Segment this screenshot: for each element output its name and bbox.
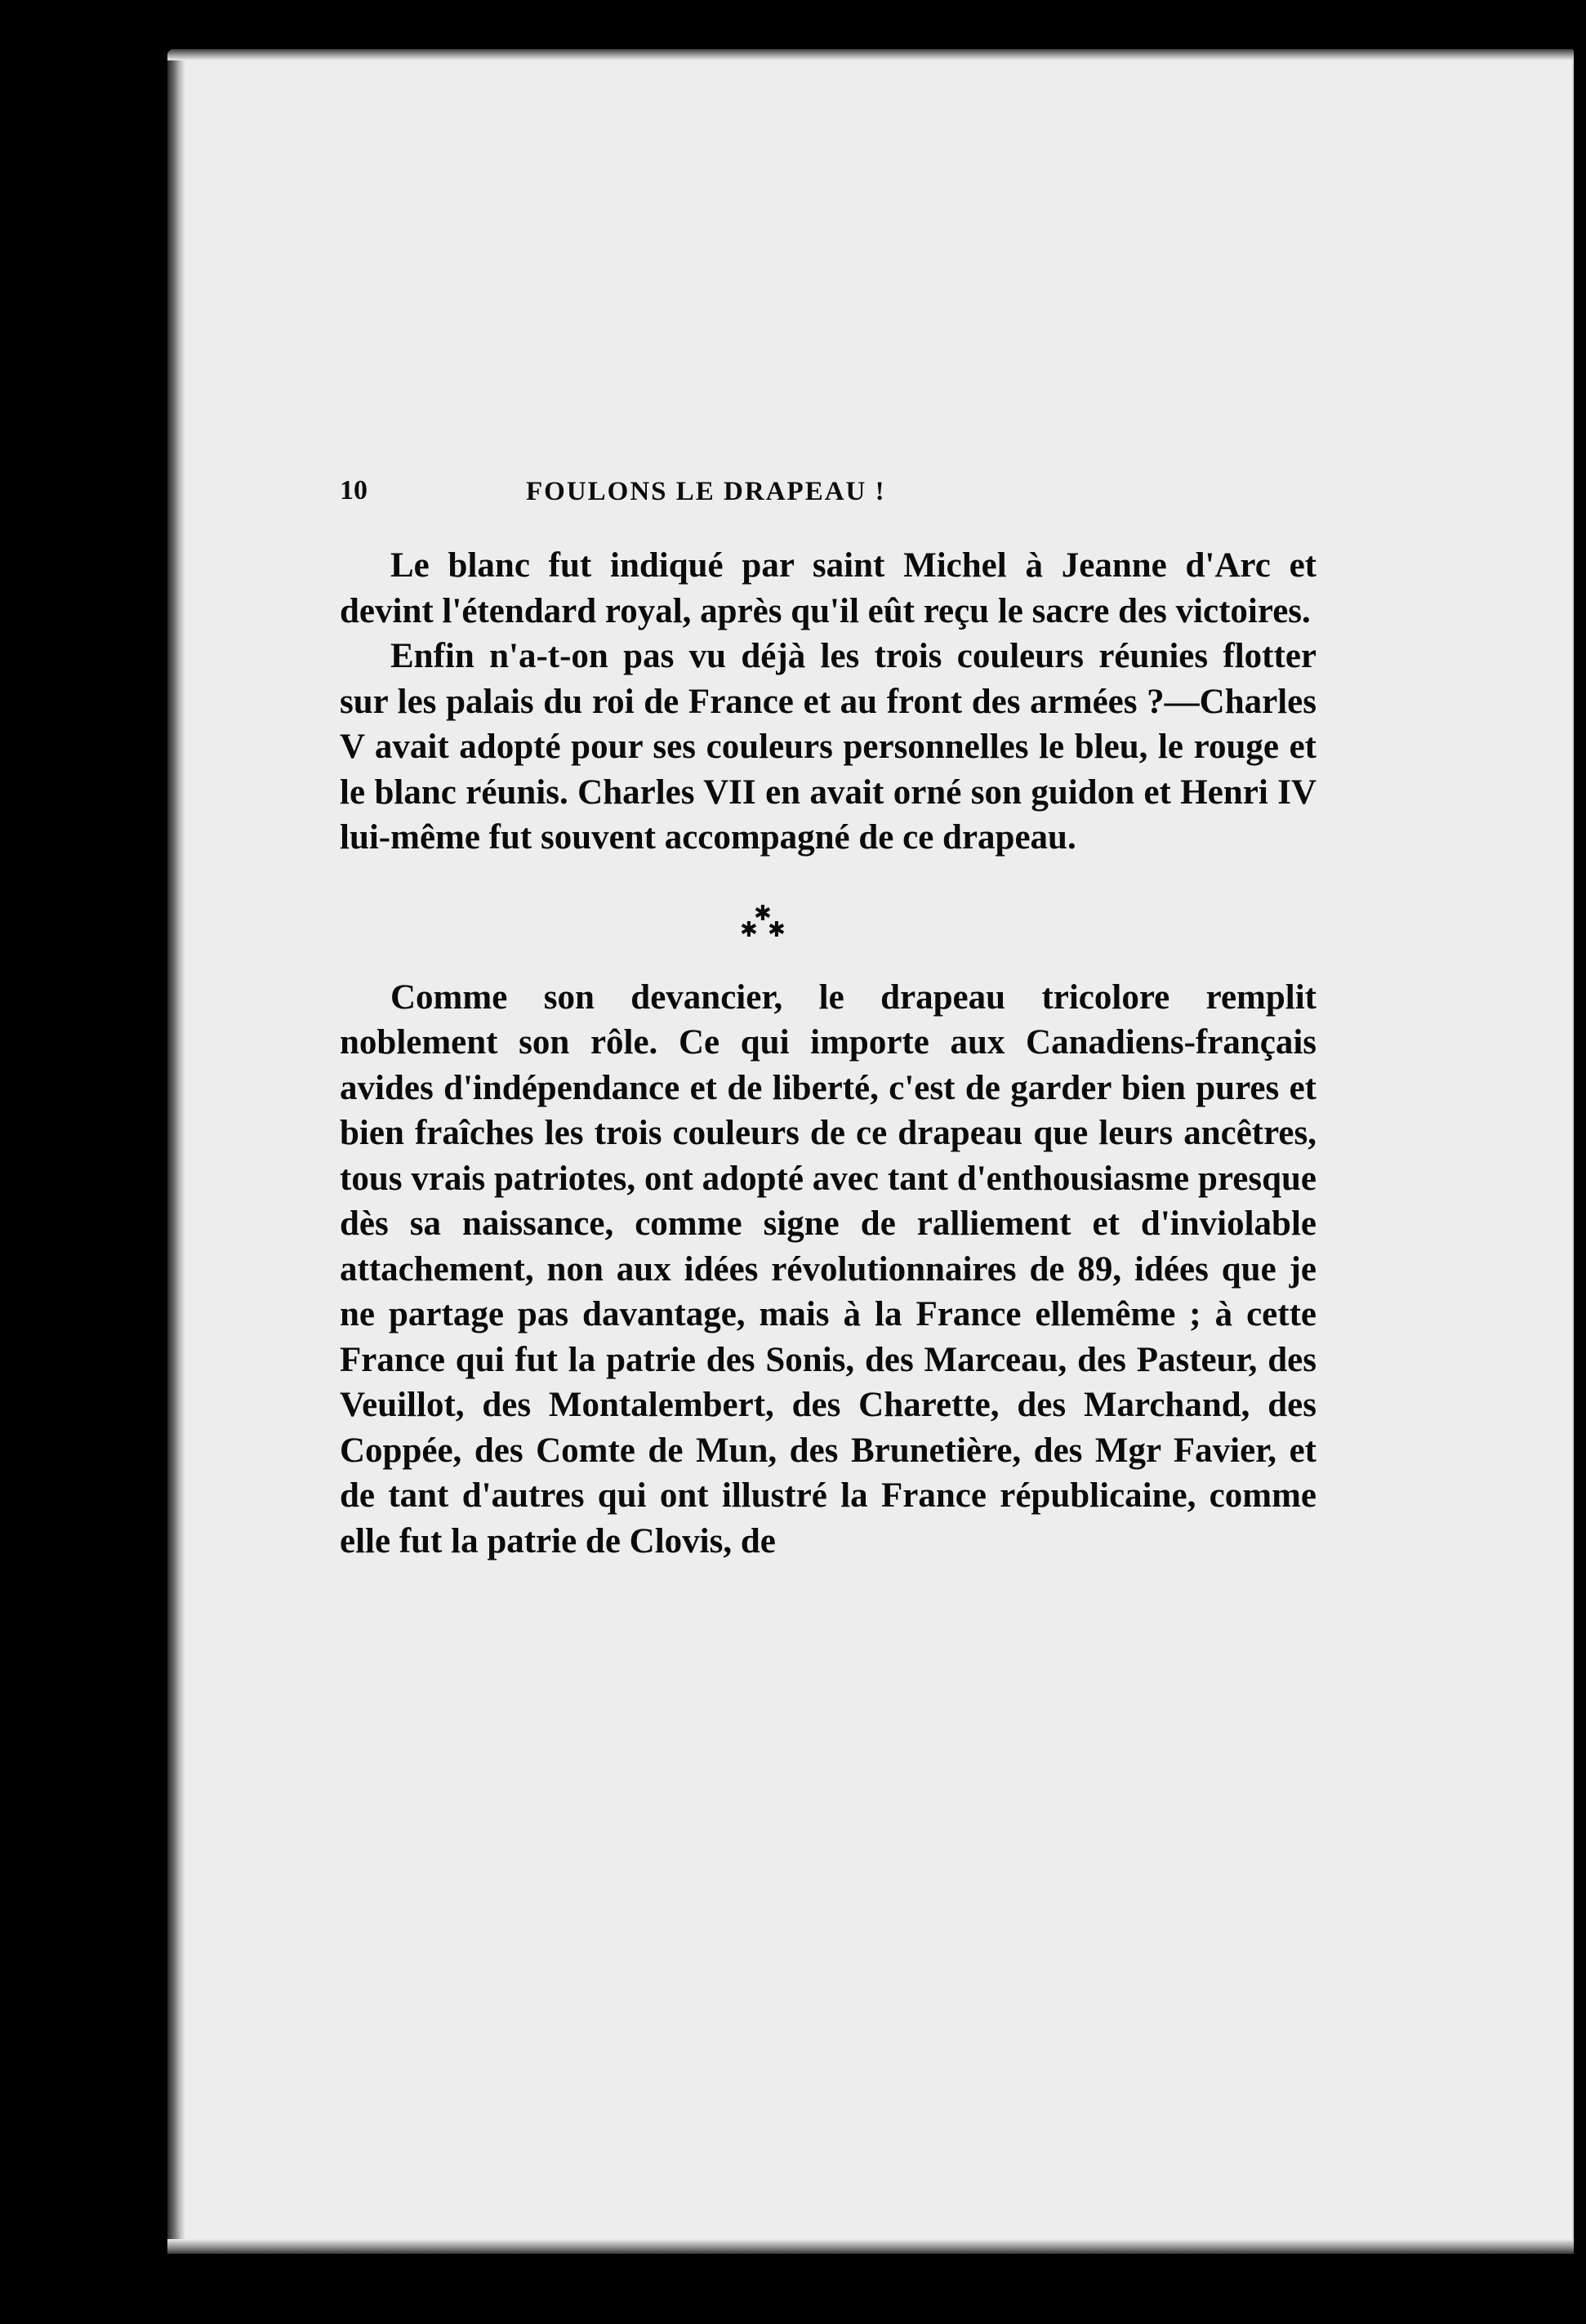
page-top-edge [167,49,1574,60]
paragraph-white-standard: Le blanc fut indiqué par saint Michel à Jeanne d'Arc et devint l'étendard royal, après qu'il eût reçu le sacre des victoires. [340,546,1316,630]
paragraph-tricolour-flag: Comme son devancier, le drapeau tricolore remplit noblement son rôle. Ce qui importe aux Canadiens-français avides d'indépendance et de liberté, c'est de garder bien pures et bien fraîches les trois couleurs de ce drapeau que leurs ancêtres, tous vrais patriotes, ont adopté avec tant d'enthousiasme presque dès sa naissance, comme signe de ralliement et d'inviolable attachement, non aux idées révolutionnaires de 89, idées que je ne partage pas davantage, mais à la France ellemême ; à cette France qui fut la patrie des Sonis, des Marceau, des Pasteur, des Veuillot, des Montalembert, des Charette, des Marchand, des Coppée, des Comte de Mun, des Brunetière, des Mgr Favier, et de tant d'autres qui ont illustré la France républicaine, comme elle fut la patrie de Clovis, de [340,977,1316,1560]
body-text [340,543,1316,1564]
asterism-star-top: ✱ [754,901,772,926]
page-binding-shadow [167,49,185,2254]
asterism-star-right: ✱ [768,917,786,942]
page-number: 10 [340,475,368,505]
running-title: FOULONS LE DRAPEAU ! [526,477,886,506]
asterism-section-break [340,861,1316,975]
asterism-star-left: ✱ [740,917,758,942]
paragraph-three-colours: Enfin n'a-t-on pas vu déjà les trois couleurs réunies flotter sur les palais du roi de France et au front des armées ?—Charles V avait adopté pour ses couleurs personnelles le bleu, le rouge et le blanc réunis. Charles VII en avait orné son guidon et Henri IV lui-même fut souvent accompagné de ce drapeau. [340,637,1316,857]
page-bottom-edge [167,2239,1574,2254]
page-header [340,475,1124,516]
